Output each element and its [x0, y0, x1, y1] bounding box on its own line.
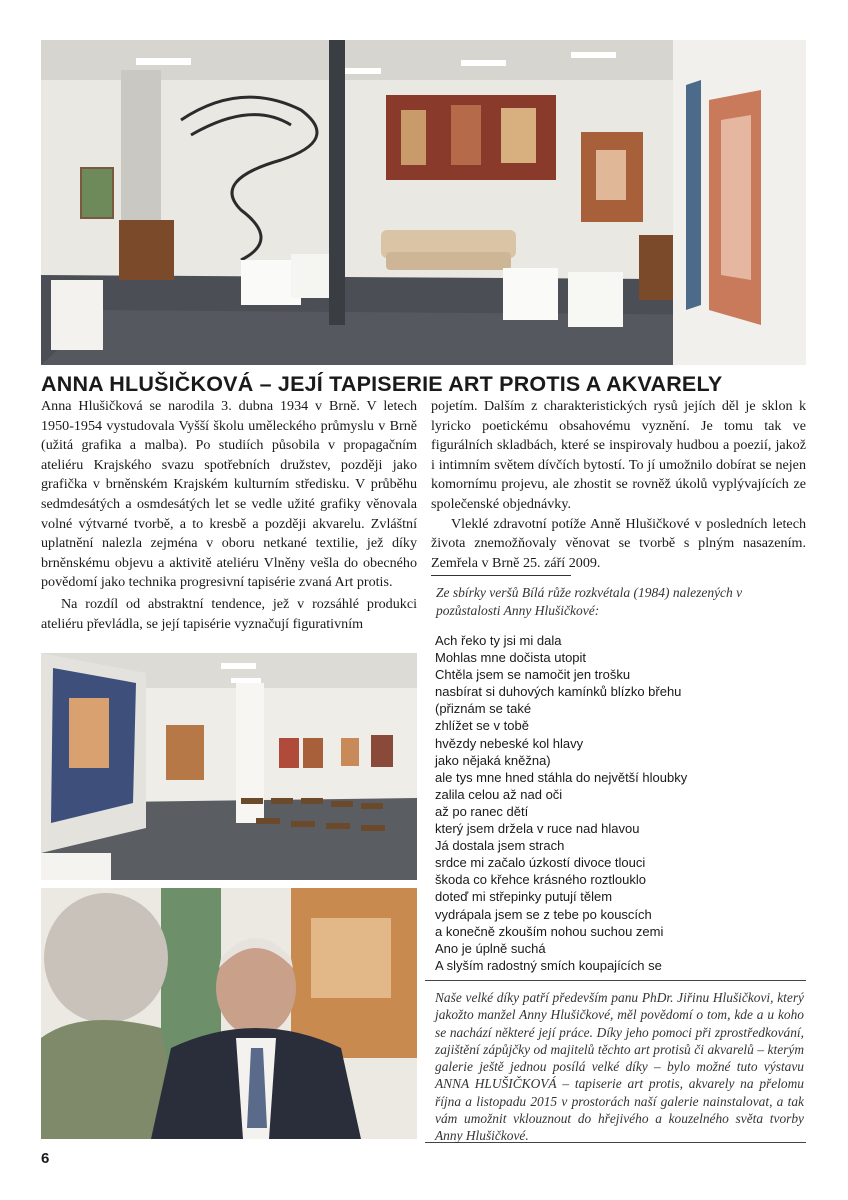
article-column-right — [431, 397, 806, 573]
poem-intro: Ze sbírky veršů Bílá růže rozkvétala (1984) nalezených v pozůstalosti Anny Hlušičkové: — [436, 585, 743, 618]
poem — [435, 632, 805, 974]
poem-line: a konečně zkouším nohou suchou zemi — [435, 923, 664, 939]
gallery-hall-photo — [41, 40, 806, 365]
poem-line: Ano je úplně suchá — [435, 940, 546, 956]
poem-line: srdce mi začalo úzkostí divoce tlouci — [435, 855, 646, 871]
separator-line — [431, 575, 571, 576]
poem-line: Mohlas mne dočista utopit — [435, 650, 587, 666]
poem-line: zalila celou až nad oči — [435, 786, 563, 802]
paragraph-health: Vleklé zdravotní potíže Anně Hlušičkové v posledních letech života znemožňovaly věnovat se tvorbě s plným nasazením. Zemřela v Brně 25. září 2009. — [431, 515, 806, 571]
paragraph-biography: Anna Hlušičková se narodila 3. dubna 1934 v Brně. V letech 1950-1954 vystudovala Vyšší školu uměleckého průmyslu v Brně (užitá grafika a malba). Po studiích působila v propagačním ateliéru Krajského svazu spotřebních družstev, později jako grafička v brněnském Krajském kulturním středisku. V průběhu sedmdesátých a osmdesátých let se vedle užité grafiky věnovala volné výtvarné tvorbě, a to kresbě a později akvarelu. Zvláštní uplatnění nalezla zejména v oboru netkané textilie, jež díky brněnskému objevu a aktivitě ateliéru Vlněny vešla do obecného povědomí jako technika progresivní tapisérie zvaná Art protis. — [41, 398, 417, 591]
poem-line: (přiznám se také — [435, 701, 532, 717]
poem-line: ale tys mne hned stáhla do největší hloubky — [435, 769, 688, 785]
poem-line: Chtěla jsem se namočit jen trošku — [435, 667, 631, 683]
gallery-room-photo — [41, 653, 417, 880]
poem-line: zhlížet se v tobě — [435, 718, 529, 734]
poem-line: vydrápala jsem se z tebe po kouscích — [435, 906, 652, 922]
article-title: ANNA HLUŠIČKOVÁ – JEJÍ TAPISERIE ART PROTIS A AKVARELY — [41, 372, 723, 396]
poem-line: doteď mi střepinky putují tělem — [435, 889, 613, 905]
poem-line: až po ranec dětí — [435, 803, 529, 819]
poem-line: hvězdy nebeské kol hlavy — [435, 735, 584, 751]
paragraph-style: Na rozdíl od abstraktní tendence, jež v rozsáhlé produkci ateliéru převládla, se její tapisérie vyznačují figurativním — [41, 595, 417, 632]
poem-line: nasbírat si duhových kamínků blízko břehu — [435, 684, 682, 700]
article-column-left — [41, 397, 417, 634]
page-number: 6 — [41, 1150, 50, 1167]
acknowledgement-text: Naše velké díky patří především panu PhDr. Jiřinu Hlušičkovi, který jakožto manžel Anny Hlušičkové, měl povědomí o tom, kde a u koho se nachází některé její práce. Díky jeho pomoci při zprostředkování, zajištění zápůjčky od majitelů těchto art protisů či akvarelů – kterým galerie ještě jednou posílá velké díky – bylo možné tuto výstavu ANNA HLUŠIČKOVÁ – tapiserie art protis, akvarely na přelomu října a listopadu 2015 v prostorách naší galerie nainstalovat, a tak vám umožnit vklouznout do hřejivého a kouzelného světa tvorby Anny Hlušičkové. — [435, 990, 804, 1144]
poem-line: který jsem držela v ruce nad hlavou — [435, 821, 640, 837]
poem-line: Ach řeko ty jsi mi dala — [435, 633, 562, 648]
poem-line: A slyším radostný smích koupajících se — [435, 957, 662, 973]
poem-line: škoda co křehce krásného roztlouklo — [435, 872, 647, 888]
visitors-photo — [41, 888, 417, 1139]
poem-line: Já dostala jsem strach — [435, 838, 565, 854]
paragraph-style-continued: pojetím. Dalším z charakteristických rysů jejích děl je sklon k lyricko poetickému obsahovému vyznění. Je tomu tak ve figurálních skladbách, které se inspirovaly hudbou a poezií, jakož i intimním světem dívčích bytostí. To jí umožnilo dobírat se nejen komornímu projevu, ale zhostit se rovněž úkolů vyplývajících ze společenské objednávky. — [431, 398, 806, 512]
poem-line: jako nějaká kněžna) — [435, 752, 551, 768]
